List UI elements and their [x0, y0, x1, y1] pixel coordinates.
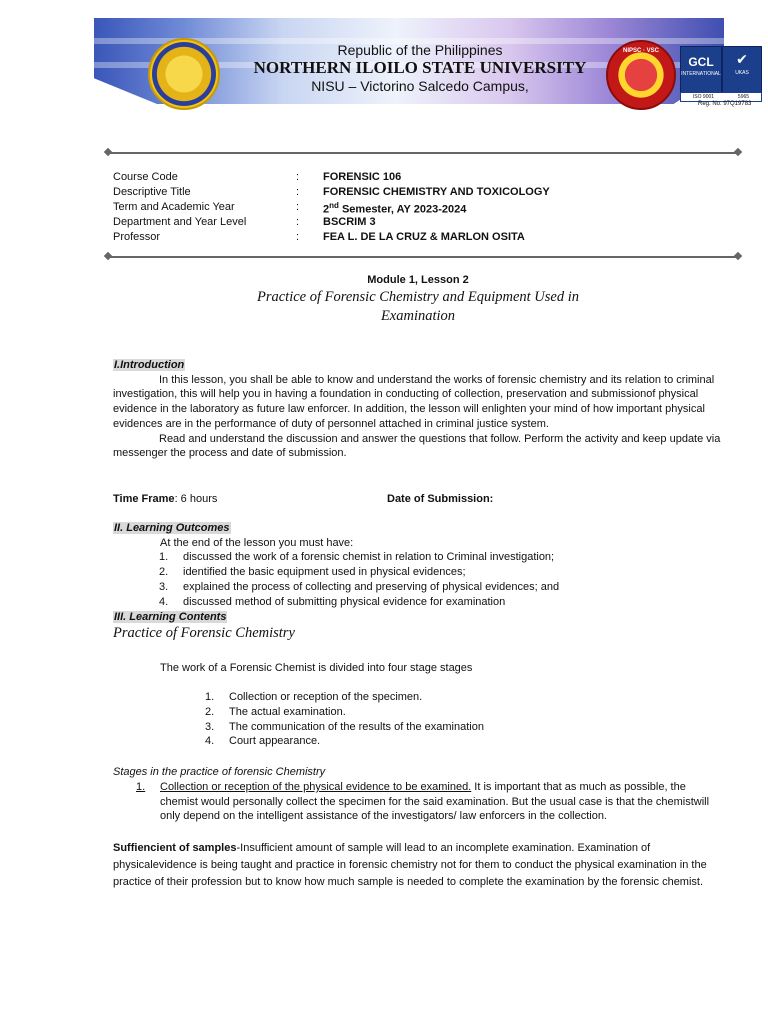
course-info-row	[113, 186, 733, 201]
descriptive-title-label: Descriptive Title	[113, 186, 191, 198]
course-info-row	[113, 231, 733, 246]
list-number: 1.	[159, 551, 169, 563]
sufficient-samples-text: -Insufficient amount of sample will lead to an incomplete examination. Examination of physicalevidence is being taught and practice in forensic chemistry not for them to conduct the physical examination in the practice of their profession but to know how much sample is needed to complete the examination by the forensic chemist.	[113, 842, 707, 888]
contents-subheading: Practice of Forensic Chemistry	[113, 625, 295, 641]
colon: :	[296, 231, 300, 243]
course-code-label: Course Code	[113, 171, 178, 183]
university-name: NORTHERN ILOILO STATE UNIVERSITY	[253, 58, 587, 77]
term-value: 2nd Semester, AY 2023-2024	[323, 201, 467, 216]
list-number: 4.	[205, 735, 215, 747]
list-text: Court appearance.	[229, 735, 321, 747]
colon: :	[296, 201, 300, 213]
list-number: 3.	[159, 581, 169, 593]
course-info-row	[113, 171, 733, 186]
colon: :	[296, 186, 300, 198]
date-of-submission-label: Date of Submission:	[387, 493, 494, 505]
lesson-title-line1: Practice of Forensic Chemistry and Equipment Used in	[256, 289, 580, 305]
module-label: Module 1, Lesson 2	[367, 274, 469, 286]
lesson-title-line2: Examination	[380, 308, 456, 324]
reg-no: Reg. No. 97Q19783	[698, 101, 752, 107]
ukas-check-icon: ✔	[736, 51, 748, 67]
gcl-label: GCL	[688, 55, 714, 69]
time-frame-label: Time Frame	[113, 493, 175, 505]
list-text: Collection or reception of the specimen.	[229, 691, 423, 703]
stage1-title: Collection or reception of the physical evidence to be examined.	[160, 781, 472, 793]
introduction-heading: I.Introduction	[114, 359, 185, 371]
introduction-para1: In this lesson, you shall be able to know and understand the works of forensic chemistry and its relation to criminal investigation, this will help you in having a foundation in conducting of collection, preservation and submissionof physical evidence in the laboratory as future law enforcer. In addition, the lesson will enlighten your mind of how important physical evidences are in the performance of duty of personnel attached in criminal justice system.	[113, 373, 715, 430]
republic-line: Republic of the Philippines	[337, 42, 503, 58]
list-text: The communication of the results of the examination	[229, 721, 484, 733]
campus-line: NISU – Victorino Salcedo Campus,	[311, 78, 529, 94]
list-text: identified the basic equipment used in physical evidences;	[183, 566, 466, 578]
time-frame-row	[113, 492, 723, 507]
introduction-section	[113, 358, 723, 461]
sufficient-samples-para	[113, 840, 723, 891]
list-text: discussed method of submitting physical evidence for examination	[183, 596, 506, 608]
colon: :	[296, 216, 300, 228]
outcomes-lead: At the end of the lesson you must have:	[160, 537, 354, 549]
stages-heading: Stages in the practice of forensic Chemistry	[113, 766, 326, 778]
divider-top	[108, 152, 738, 154]
divider-bottom	[108, 256, 738, 258]
department-label: Department and Year Level	[113, 216, 247, 228]
list-number: 3.	[205, 721, 215, 733]
stage1-number: 1.	[136, 781, 146, 793]
outcomes-heading-row	[113, 521, 723, 536]
contents-heading: III. Learning Contents	[114, 611, 227, 623]
list-number: 2.	[159, 566, 169, 578]
list-text: explained the process of collecting and preserving of physical evidences; and	[183, 581, 560, 593]
outcomes-heading: II. Learning Outcomes	[114, 522, 230, 534]
stage1-text: It is important that as much as possible, the chemist would personally collect the specimen for the said examination. But the usual case is that the chemistwill only depend on the intelligent assistance of the investigators/ law enforcers in the collection.	[160, 781, 710, 823]
introduction-para2: Read and understand the discussion and answer the questions that follow. Perform the activity and keep update via messenger the process and date of submission.	[113, 432, 721, 460]
sufficient-samples-label: Suffiencient of samples	[113, 842, 237, 854]
time-frame-value: : 6 hours	[174, 493, 218, 505]
list-number: 1.	[205, 691, 215, 703]
list-number: 4.	[159, 596, 169, 608]
course-info-row	[113, 216, 733, 231]
ukas-sub: UKAS	[735, 70, 749, 76]
professor-value: FEA L. DE LA CRUZ & MARLON OSITA	[323, 231, 525, 243]
nisu-seal-logo	[148, 38, 220, 110]
list-text: discussed the work of a forensic chemist in relation to Criminal investigation;	[183, 551, 555, 563]
course-info-row	[113, 201, 733, 216]
seal-mid-text: NIPSC · VSC	[622, 48, 659, 54]
iso-number: 5965	[737, 94, 750, 100]
list-number: 2.	[205, 706, 215, 718]
professor-label: Professor	[113, 231, 161, 243]
colon: :	[296, 171, 300, 183]
gcl-sub: INTERNATIONAL	[681, 71, 721, 77]
department-value: BSCRIM 3	[323, 216, 376, 228]
term-label: Term and Academic Year	[113, 201, 235, 213]
contents-heading-row	[113, 610, 723, 625]
course-code-value: FORENSIC 106	[323, 171, 402, 183]
contents-lead: The work of a Forensic Chemist is divided into four stage stages	[160, 662, 473, 674]
stage1-item	[136, 780, 716, 824]
list-text: The actual examination.	[229, 706, 346, 718]
iso-label: ISO 9001	[692, 94, 715, 100]
descriptive-title-value: FORENSIC CHEMISTRY AND TOXICOLOGY	[323, 186, 550, 198]
